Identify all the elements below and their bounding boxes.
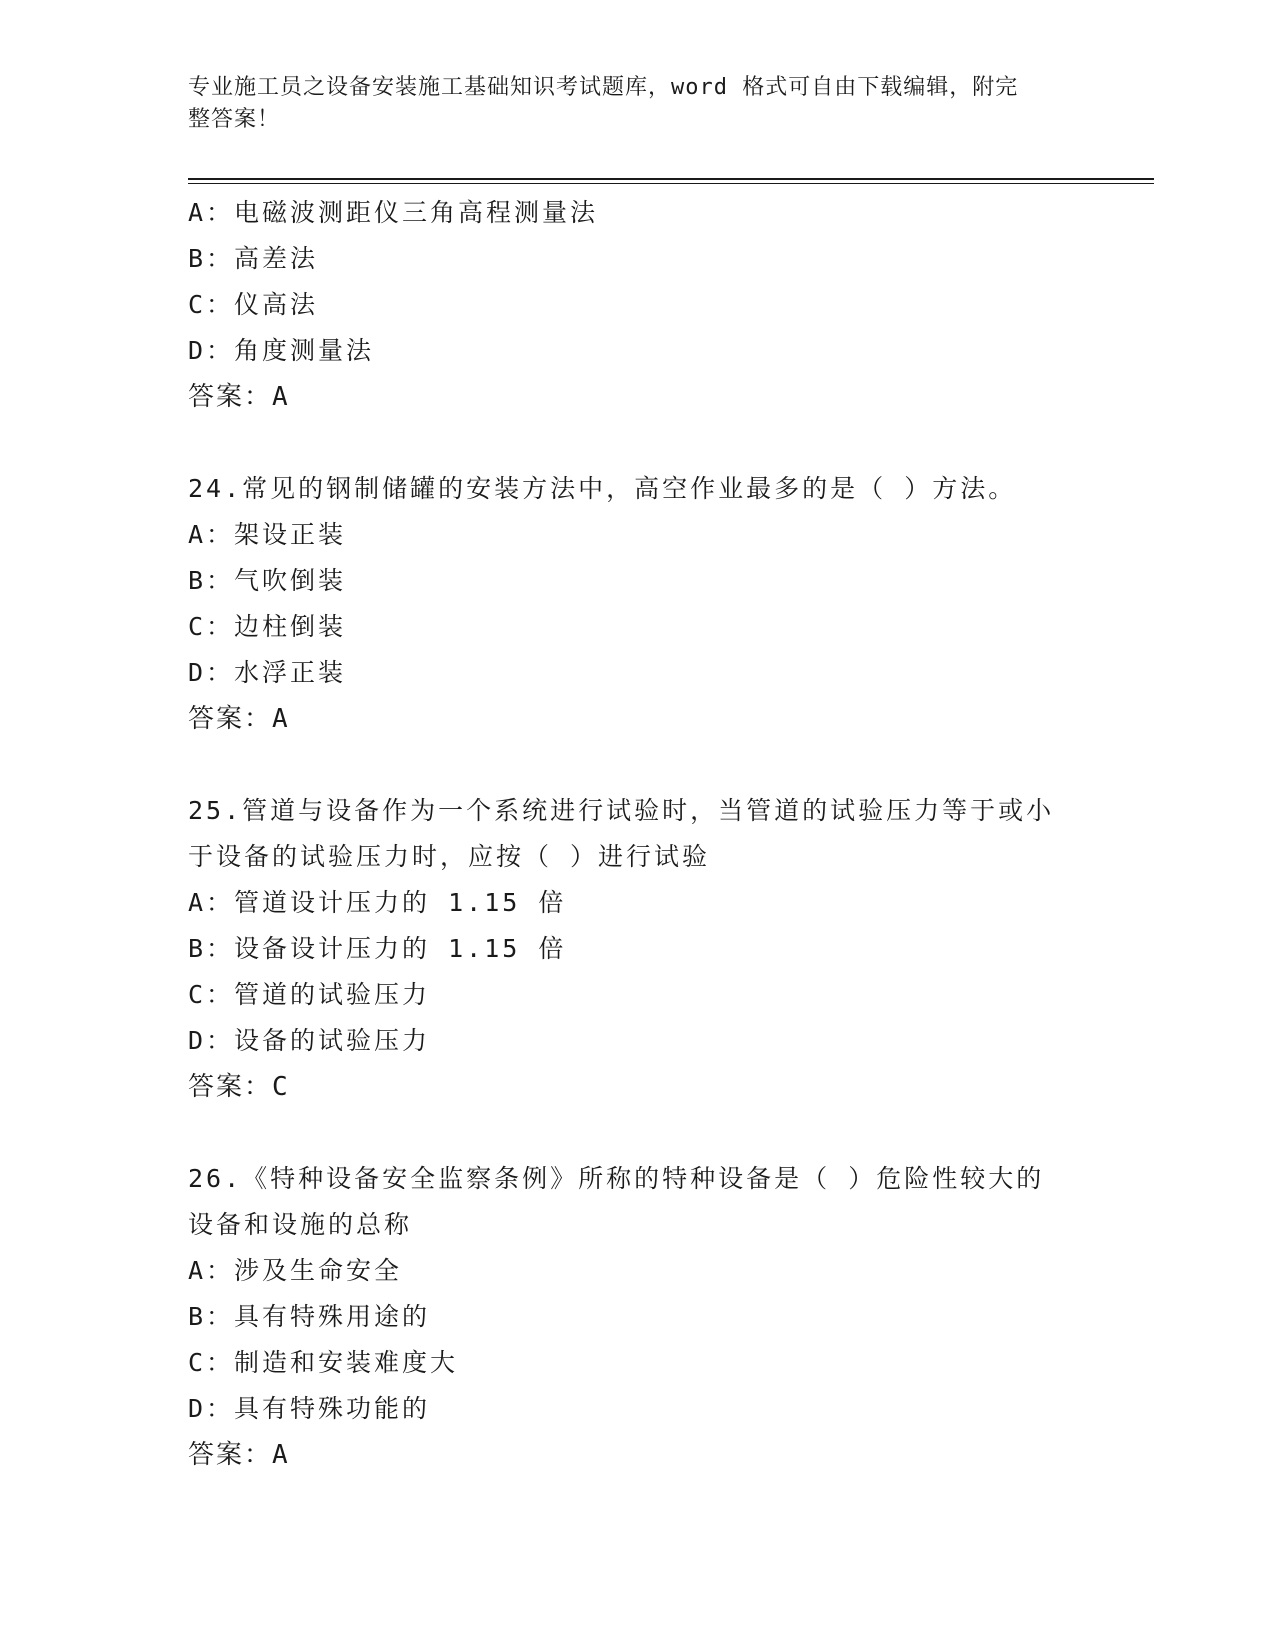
option-a: A：架设正装 [188,520,347,549]
option-c: C：制造和安装难度大 [188,1348,459,1377]
option-c: C：管道的试验压力 [188,980,431,1009]
document-header [188,72,1068,136]
answer-line: 答案：A [188,704,290,734]
option-a: A：管道设计压力的 1.15 倍 [188,888,567,917]
question-text-line-1: 26.《特种设备安全监察条例》所称的特种设备是（ ）危险性较大的 [188,1164,1045,1193]
option-a: A：电磁波测距仪三角高程测量法 [188,198,599,227]
question-26 [188,1156,1088,1478]
option-b: B：高差法 [188,244,319,273]
answer-line: 答案：A [188,1440,290,1470]
question-list [188,190,1088,1478]
header-line-2: 整答案！ [188,107,281,132]
header-divider-thin [188,183,1154,184]
question-text-line-2: 设备和设施的总称 [188,1210,413,1239]
option-a: A：涉及生命安全 [188,1256,403,1285]
question-spacer [188,420,1088,466]
option-d: D：具有特殊功能的 [188,1394,431,1423]
header-divider-thick [188,178,1154,180]
option-c: C：边柱倒装 [188,612,347,641]
question-spacer [188,1110,1088,1156]
answer-line: 答案：A [188,382,290,412]
option-b: B：设备设计压力的 1.15 倍 [188,934,567,963]
option-d: D：设备的试验压力 [188,1026,431,1055]
question-24 [188,466,1088,742]
option-b: B：具有特殊用途的 [188,1302,431,1331]
question-25 [188,788,1088,1110]
answer-line: 答案：C [188,1072,290,1102]
option-c: C：仪高法 [188,290,319,319]
question-text-line-1: 25.管道与设备作为一个系统进行试验时，当管道的试验压力等于或小 [188,796,1055,825]
question-spacer [188,742,1088,788]
option-d: D：角度测量法 [188,336,375,365]
header-line-1: 专业施工员之设备安装施工基础知识考试题库，word 格式可自由下载编辑，附完 [188,75,1019,100]
question-23 [188,190,1088,420]
question-text-line-2: 于设备的试验压力时，应按（ ）进行试验 [188,842,711,871]
option-d: D：水浮正装 [188,658,347,687]
question-text: 24.常见的钢制储罐的安装方法中，高空作业最多的是（ ）方法。 [188,474,1017,503]
option-b: B：气吹倒装 [188,566,347,595]
